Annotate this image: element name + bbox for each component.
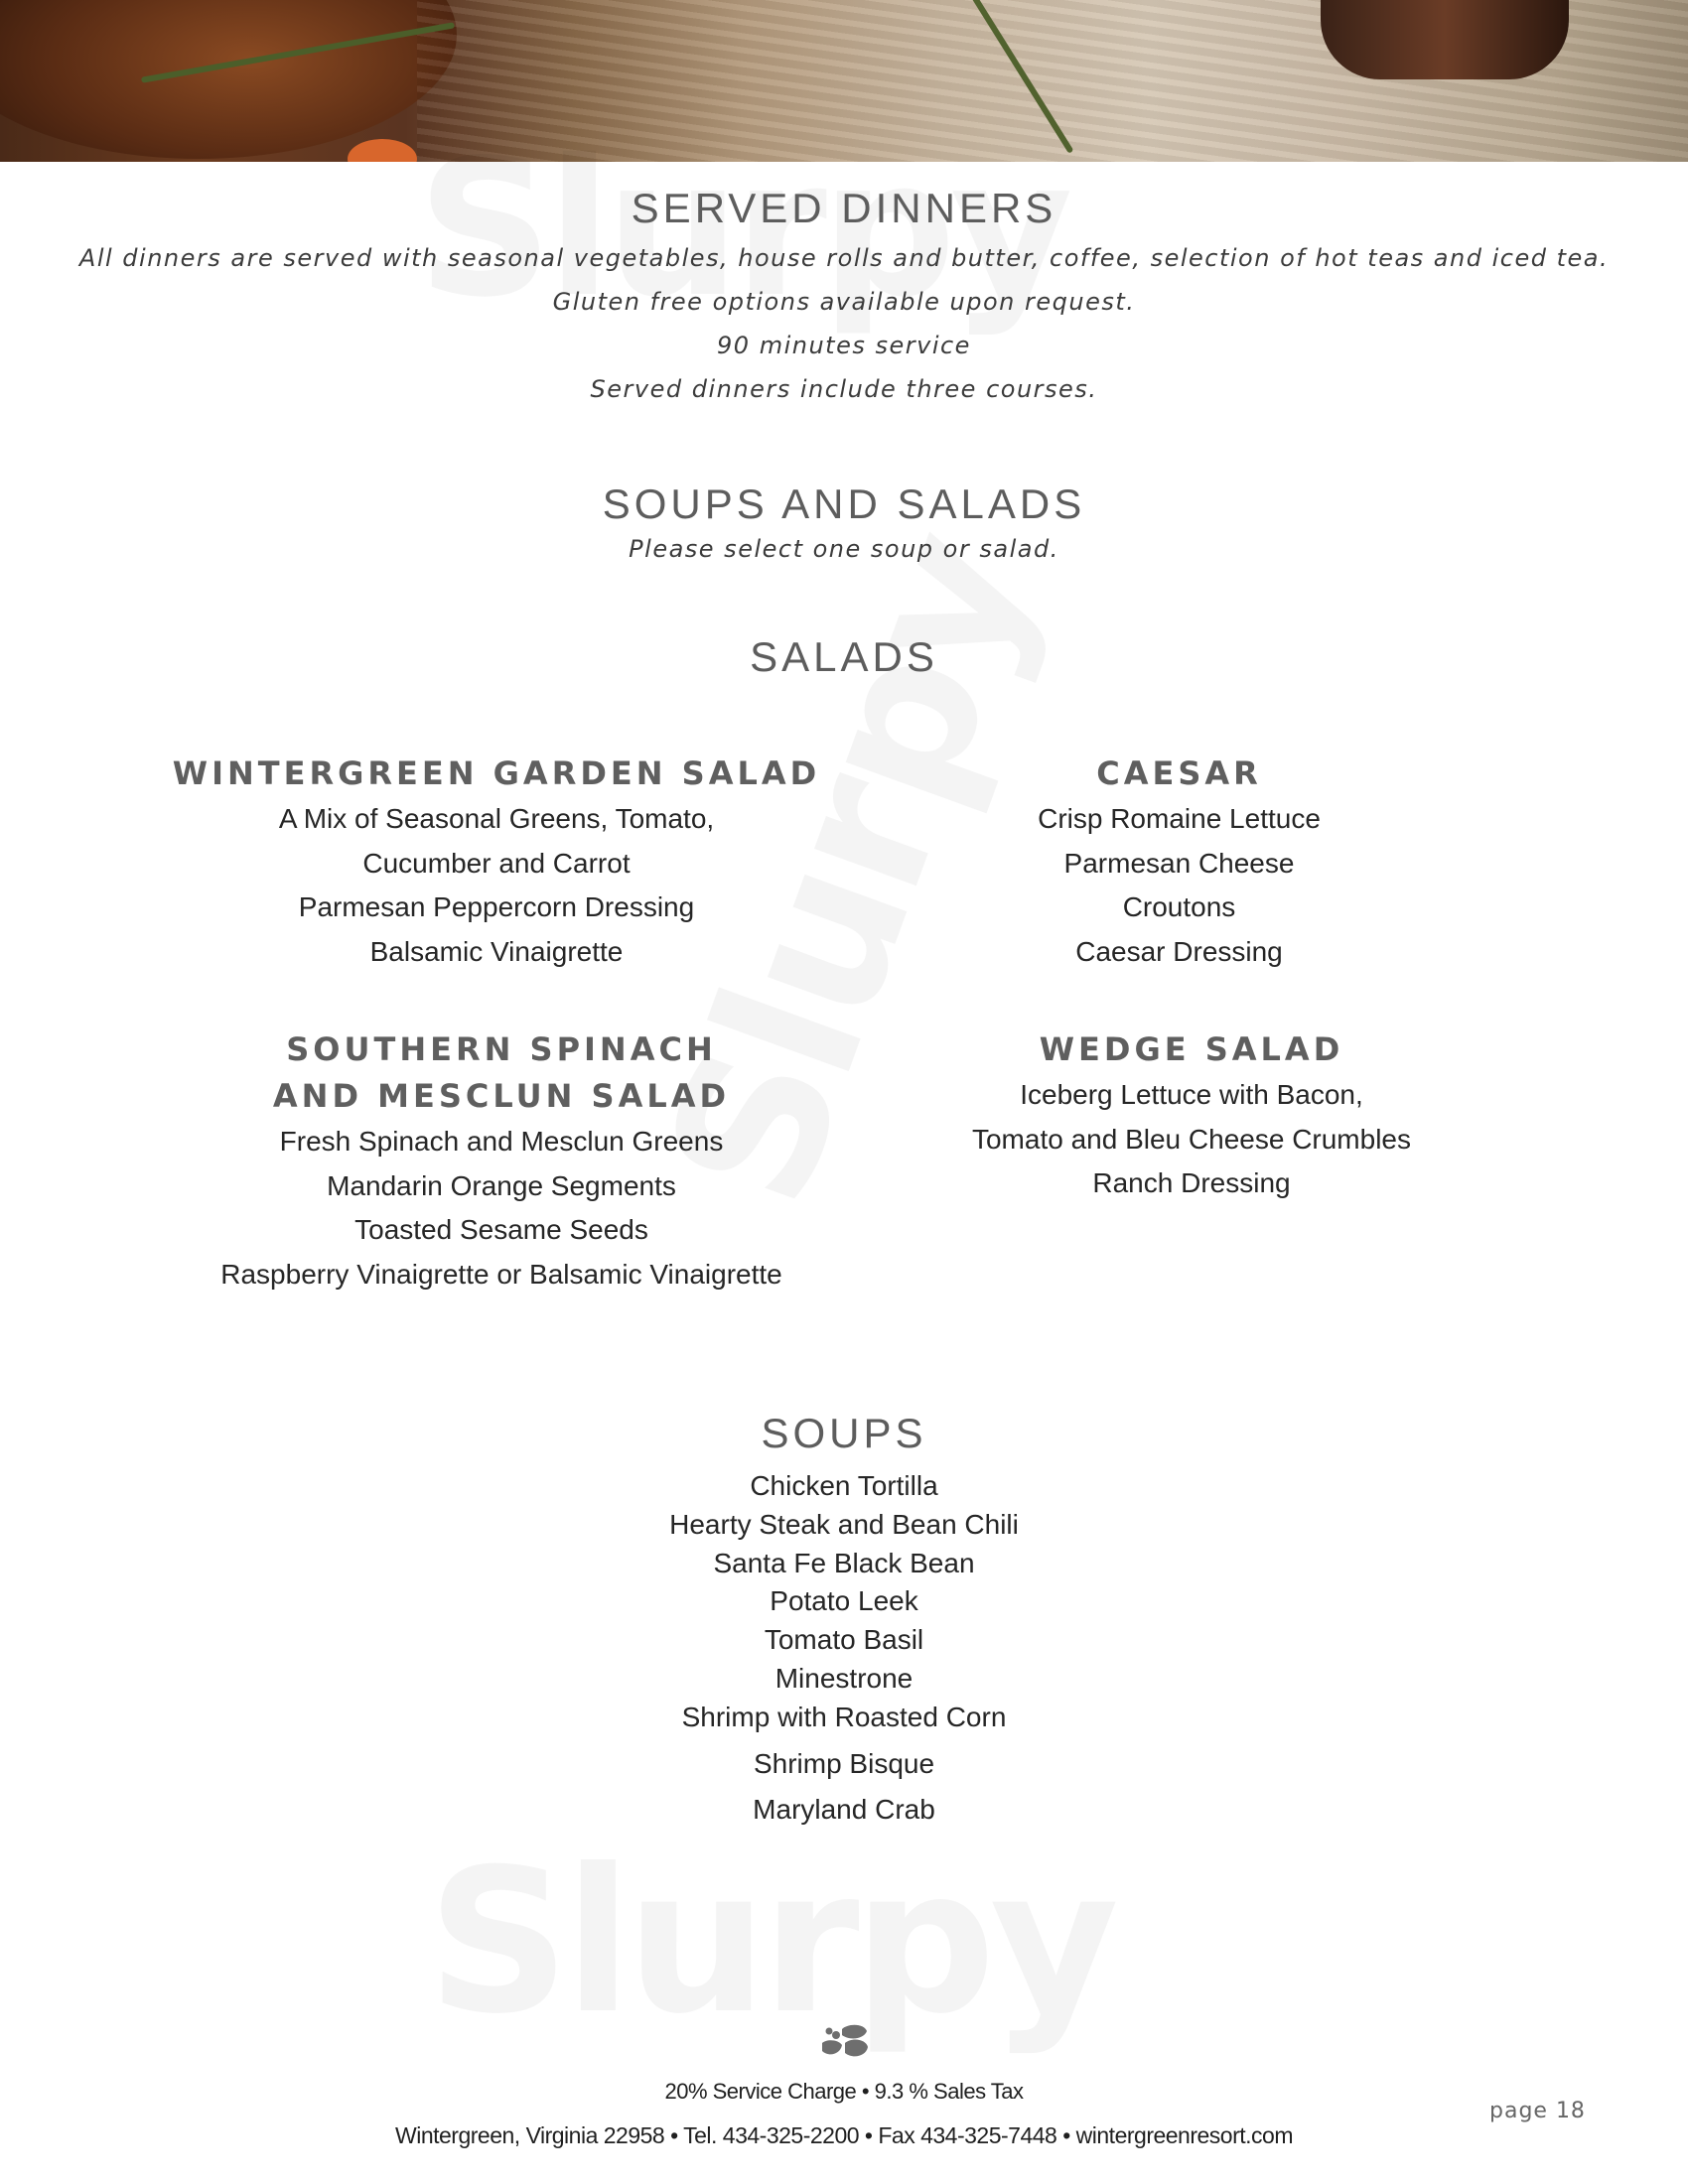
soup-item: Santa Fe Black Bean	[713, 1547, 975, 1578]
pepper-grinder-image	[1321, 0, 1569, 79]
salads-heading: SALADS	[750, 633, 938, 680]
salad-item-wedge	[894, 1026, 1489, 1206]
salad-line: Balsamic Vinaigrette	[369, 935, 624, 967]
salad-line: Ranch Dressing	[1092, 1167, 1291, 1198]
soup-item: Tomato Basil	[764, 1624, 924, 1656]
soups-and-salads-section	[0, 477, 1688, 566]
note-line: All dinners are served with seasonal vegetables, house rolls and butter, coffee, selection of hot teas and iced tea.	[78, 244, 1610, 272]
salad-item-caesar	[894, 751, 1465, 974]
salad-line: Raspberry Vinaigrette or Balsamic Vinaigrette	[220, 1258, 782, 1290]
salad-item-wintergreen-garden	[139, 751, 854, 974]
watermark	[427, 1827, 1113, 2058]
soup-item: Hearty Steak and Bean Chili	[669, 1508, 1019, 1540]
soup-item: Chicken Tortilla	[750, 1470, 938, 1501]
salad-item-southern-spinach	[139, 1026, 864, 1297]
page-number: page 18	[1489, 2099, 1586, 2123]
note-line: 90 minutes service	[717, 332, 971, 359]
served-dinners-heading: SERVED DINNERS	[631, 185, 1057, 231]
soups-heading: SOUPS	[761, 1410, 927, 1456]
salad-line: Croutons	[1122, 891, 1236, 922]
salad-line: Caesar Dressing	[1075, 935, 1283, 967]
salad-line: A Mix of Seasonal Greens, Tomato,	[278, 803, 715, 834]
soup-item: Minestrone	[774, 1662, 914, 1694]
salad-title: SOUTHERN SPINACH	[286, 1030, 717, 1068]
salad-title: AND MESCLUN SALAD	[272, 1077, 731, 1115]
wintergreen-logo-icon	[820, 2023, 870, 2065]
salad-line: Mandarin Orange Segments	[327, 1169, 676, 1201]
soups-and-salads-note: Please select one soup or salad.	[629, 535, 1059, 563]
soups-section	[0, 1406, 1688, 1830]
salad-line: Cucumber and Carrot	[362, 847, 631, 879]
salad-title: CAESAR	[1096, 754, 1262, 792]
note-line: Served dinners include three courses.	[590, 375, 1098, 403]
salad-line: Parmesan Peppercorn Dressing	[298, 891, 695, 922]
salad-line: Parmesan Cheese	[1063, 847, 1295, 879]
soups-and-salads-heading: SOUPS AND SALADS	[602, 480, 1086, 527]
soup-item: Shrimp Bisque	[753, 1747, 935, 1779]
carrot-image	[348, 139, 417, 162]
footer-contact: Wintergreen, Virginia 22958 • Tel. 434-325-2200 • Fax 434-325-7448 • wintergreenresort.com	[395, 2122, 1293, 2148]
served-dinners-section	[0, 181, 1688, 411]
salad-line: Tomato and Bleu Cheese Crumbles	[971, 1123, 1411, 1155]
salad-line: Toasted Sesame Seeds	[354, 1214, 648, 1245]
salads-section	[0, 629, 1688, 685]
salad-line: Fresh Spinach and Mesclun Greens	[279, 1126, 724, 1157]
footer-charges: 20% Service Charge • 9.3 % Sales Tax	[664, 2079, 1024, 2104]
salad-line: Crisp Romaine Lettuce	[1038, 803, 1321, 834]
served-dinners-notes	[0, 236, 1688, 411]
soup-item: Shrimp with Roasted Corn	[681, 1701, 1007, 1732]
soup-item: Potato Leek	[770, 1585, 918, 1617]
salad-title: WINTERGREEN GARDEN SALAD	[172, 754, 821, 792]
salad-line: Iceberg Lettuce with Bacon,	[1020, 1079, 1363, 1110]
note-line: Gluten free options available upon request.	[552, 288, 1136, 316]
soup-item: Maryland Crab	[753, 1794, 935, 1826]
salad-title: WEDGE SALAD	[1039, 1030, 1344, 1068]
steak-image	[0, 0, 457, 159]
